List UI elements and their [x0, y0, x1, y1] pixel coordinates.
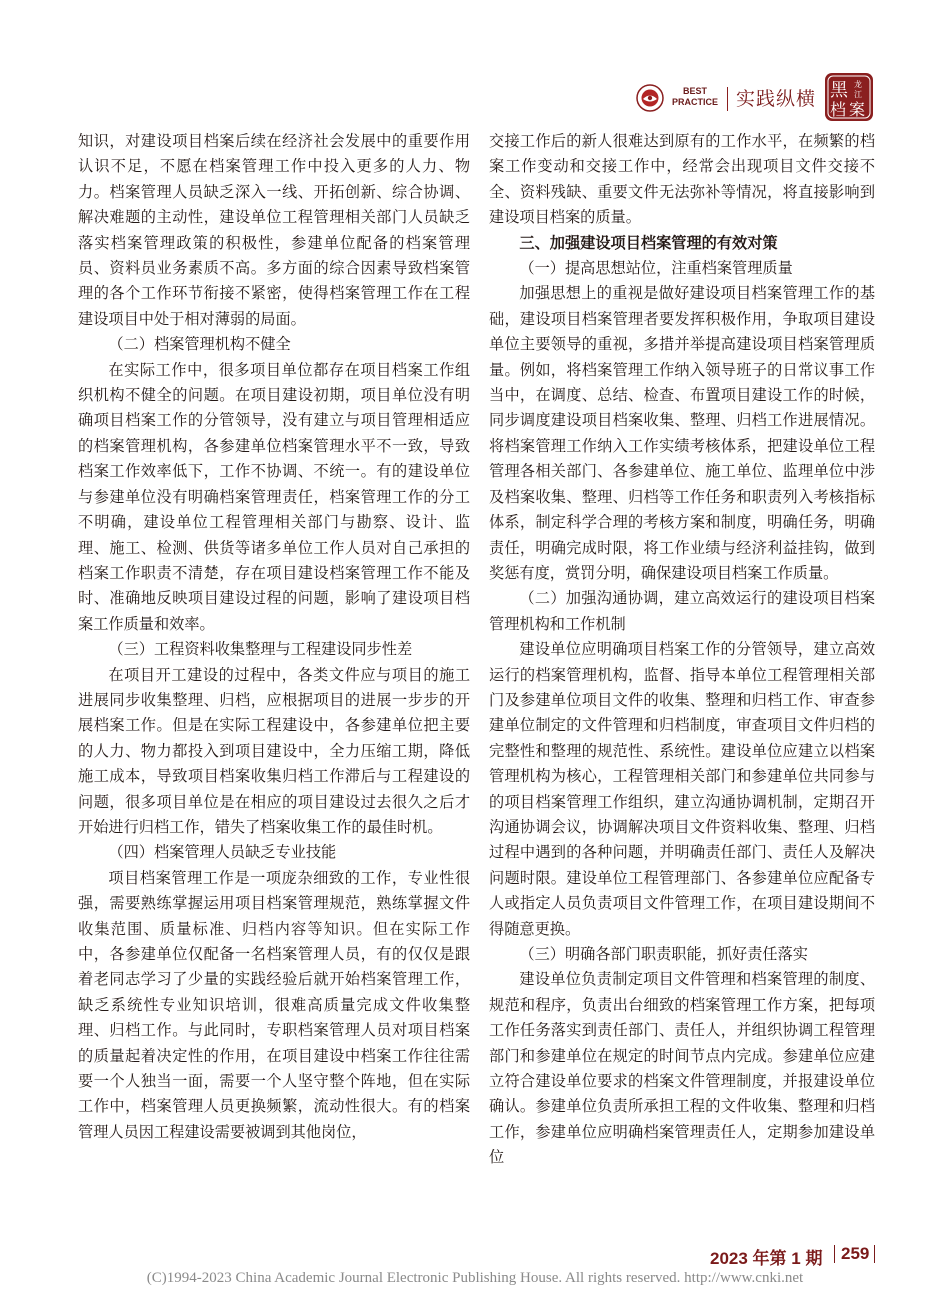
- footer-divider-right: [874, 1245, 875, 1263]
- svg-text:案: 案: [849, 100, 866, 119]
- page-number: 259: [841, 1244, 870, 1263]
- svg-text:江: 江: [854, 90, 862, 99]
- best-practice-label: [668, 86, 722, 108]
- paragraph: 知识，对建设项目档案后续在经济社会发展中的重要作用认识不足，不愿在档案管理工作中投入更多的人力、物力。档案管理人员缺乏深入一线、开拓创新、综合协调、解决难题的主动性，建设单位工程管理相关部门人员缺乏落实档案管理政策的积极性，参建单位配备的档案管理员、资料员业务素质不高。多方面的综合因素导致档案管理的各个工作环节衔接不紧密，使得档案管理工作在工程建设项目中处于相对薄弱的局面。: [78, 132, 470, 328]
- paragraph: 在实际工作中，很多项目单位都存在项目档案工作组织机构不健全的问题。在项目建设初期，项目单位没有明确项目档案工作的分管领导，没有建立与项目管理相适应的档案管理机构，各参建单位档案管理水平不一致，导致档案工作效率低下，工作不协调、不统一。有的建设单位与参建单位没有明确档案管理责任，档案管理工作的分工不明确，建设单位工程管理相关部门与勘察、设计、监理、施工、检测、供货等诸多单位工作人员对自己承担的档案工作职责不清楚，存在项目建设档案管理工作不能及时、准确地反映项目建设过程的问题，影响了建设项目档案工作质量和效率。: [78, 360, 470, 633]
- paragraph: （二）加强沟通协调，建立高效运行的建设项目档案管理机构和工作机制: [489, 589, 875, 633]
- svg-text:龙: 龙: [854, 80, 862, 89]
- journal-emblem-icon: [636, 84, 664, 112]
- header-divider: [727, 87, 728, 111]
- paragraph: 建设单位负责制定项目文件管理和档案管理的制度、规范和程序，负责出台细致的档案管理工作方案，把每项工作任务落实到责任部门、责任人，并组织协调工程管理部门和参建单位在规定的时间节点内完成。参建单位应建立符合建设单位要求的档案文件管理制度，并报建设单位确认。参建单位负责所承担工程的文件收集、整理和归档工作，参建单位应明确档案管理责任人，定期参加建设单位: [489, 970, 875, 1167]
- best-text: BEST: [682, 86, 707, 96]
- paragraph: （二）档案管理机构不健全: [108, 335, 291, 354]
- svg-text:档: 档: [830, 100, 847, 119]
- section-heading: 三、加强建设项目档案管理的有效对策: [519, 233, 778, 252]
- copyright-notice: (C)1994-2023 China Academic Journal Electronic Publishing House. All rights reserved. http://www.cnki.net: [146, 1270, 804, 1286]
- paragraph: （四）档案管理人员缺乏专业技能: [108, 843, 337, 862]
- paragraph: 建设单位应明确项目档案工作的分管领导，建立高效运行的档案管理机构，监督、指导本单位工程管理相关部门及参建单位项目文件的收集、整理和归档工作、审查参建单位制定的文件管理和归档制度，审查项目文件归档的完整性和整理的规范性、系统性。建设单位应建立以档案管理机构为核心，工程管理相关部门和参建单位共同参与的项目档案管理工作组织，建立沟通协调机制，定期召开沟通协调会议，协调解决项目文件资料收集、整理、归档过程中遇到的各种问题，并明确责任部门、责任人及解决问题时限。建设单位工程管理部门、各参建单位应配备专人或指定人员负责项目文件管理工作，在项目建设期间不得随意更换。: [489, 640, 875, 938]
- paragraph: 加强思想上的重视是做好建设项目档案管理工作的基础，建设项目档案管理者要发挥积极作用，争取项目建设单位主要领导的重视，多措并举提高建设项目档案管理质量。例如，将档案管理工作纳入领导班子的日常议事工作当中，在调度、总结、检查、布置项目建设工作的时候，同步调度建设项目档案收集、整理、归档工作进展情况。将档案管理工作纳入工作实绩考核体系，把建设单位工程管理各相关部门、各参建单位、施工单位、监理单位中涉及档案收集、整理、归档等工作任务和职责列入考核指标体系，制定科学合理的考核方案和制度，明确任务，明确责任，明确完成时限，将工作业绩与经济利益挂钩，做到奖惩有度，赏罚分明，确保建设项目档案工作质量。: [489, 284, 875, 582]
- footer-divider: [834, 1245, 835, 1263]
- issue-label: 2023 年第 1 期: [710, 1249, 823, 1268]
- paragraph: （一）提高思想站位，注重档案管理质量: [519, 259, 793, 278]
- section-title: 实践纵横: [736, 88, 817, 110]
- practice-text: PRACTICE: [671, 97, 718, 107]
- left-column: [78, 129, 470, 1145]
- paragraph: 项目档案管理工作是一项庞杂细致的工作，专业性很强，需要熟练掌握运用项目档案管理规范，熟练掌握文件收集范围、质量标准、归档内容等知识。但在实际工作中，各参建单位仅配备一名档案管理人员，有的仅仅是跟着老同志学习了少量的实践经验后就开始档案管理工作，缺乏系统性专业知识培训，很难高质量完成文件收集整理、归档工作。与此同时，专职档案管理人员对项目档案的质量起着决定性的作用，在项目建设中档案工作往往需要一个人独当一面，需要一个人坚守整个阵地，但在实际工作中，档案管理人员更换频繁，流动性很大。有的档案管理人员因工程建设需要被调到其他岗位，: [78, 868, 470, 1141]
- right-column: [489, 129, 875, 1171]
- paragraph: 在项目开工建设的过程中，各类文件应与项目的施工进展同步收集整理、归档，应根据项目的进展一步步的开展档案工作。但是在实际工程建设中，各参建单位把主要的人力、物力都投入到项目建设中，全力压缩工期，降低施工成本，导致项目档案收集归档工作滞后与工程建设的问题，很多项目单位是在相应的项目建设过去很久之后才开始进行归档工作，错失了档案收集工作的最佳时机。: [78, 665, 470, 836]
- page-header: [0, 0, 950, 130]
- heilongjiang-archives-seal-icon: [824, 72, 874, 122]
- paragraph: （三）工程资料收集整理与工程建设同步性差: [108, 640, 413, 659]
- svg-text:黑: 黑: [830, 80, 848, 101]
- paragraph: （三）明确各部门职责职能，抓好责任落实: [519, 945, 808, 963]
- paragraph: 交接工作后的新人很难达到原有的工作水平，在频繁的档案工作变动和交接工作中，经常会出现项目文件交接不全、资料残缺、重要文件无法弥补等情况，将直接影响到建设项目档案的质量。: [489, 132, 875, 227]
